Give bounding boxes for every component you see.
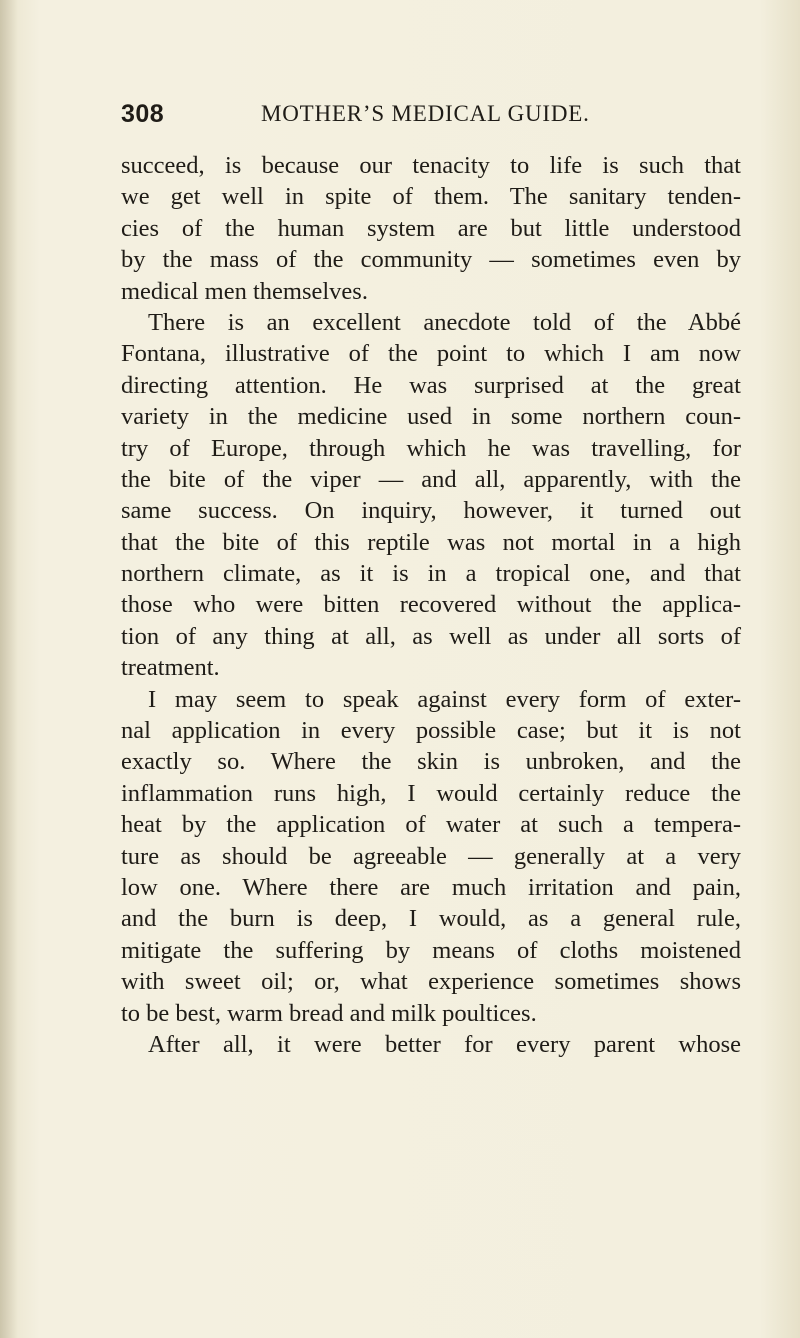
text-line: medical men themselves. — [121, 277, 368, 305]
text-line: treatment. — [121, 654, 220, 682]
text-line: that the bite of this reptile was not mortal in a high — [121, 528, 741, 556]
page-header — [121, 100, 601, 136]
text-line: Fontana, illustrative of the point to which I am now — [121, 340, 741, 368]
text-line: we get well in spite of them. The sanitary tenden- — [121, 183, 741, 211]
text-line: same success. On inquiry, however, it turned out — [121, 497, 741, 525]
text-line: the bite of the viper — and all, apparently, with the — [121, 465, 741, 493]
text-line: There is an excellent anecdote told of the Abbé — [148, 308, 741, 336]
text-line: low one. Where there are much irritation and pain, — [121, 873, 741, 901]
text-line: try of Europe, through which he was travelling, for — [121, 434, 741, 462]
text-line: inflammation runs high, I would certainly reduce the — [121, 779, 741, 807]
body-text — [121, 150, 741, 1060]
running-head: MOTHER’S MEDICAL GUIDE. — [261, 101, 590, 126]
text-line: those who were bitten recovered without the applica- — [121, 591, 741, 619]
text-line: northern climate, as it is in a tropical one, and that — [121, 560, 741, 588]
text-line: ture as should be agreeable — generally at a very — [121, 842, 741, 870]
text-line: by the mass of the community — sometimes even by — [121, 246, 741, 274]
text-line: to be best, warm bread and milk poultices. — [121, 999, 537, 1027]
text-line: mitigate the suffering by means of cloths moistened — [121, 936, 741, 964]
text-line: cies of the human system are but little understood — [121, 214, 741, 242]
text-line: variety in the medicine used in some northern coun- — [121, 403, 741, 431]
text-line: tion of any thing at all, as well as under all sorts of — [121, 622, 741, 650]
text-line: and the burn is deep, I would, as a general rule, — [121, 905, 741, 933]
text-line: heat by the application of water at such a tempera- — [121, 811, 741, 839]
text-line: directing attention. He was surprised at the great — [121, 371, 741, 399]
text-line: with sweet oil; or, what experience sometimes shows — [121, 968, 741, 996]
text-line: exactly so. Where the skin is unbroken, and the — [121, 748, 741, 776]
text-line: After all, it were better for every parent whose — [148, 1030, 741, 1058]
page-number: 308 — [121, 100, 165, 128]
text-line: nal application in every possible case; but it is not — [121, 717, 741, 745]
spine-shadow — [0, 0, 18, 1338]
text-line: I may seem to speak against every form of exter- — [148, 685, 741, 713]
text-line: succeed, is because our tenacity to life is such that — [121, 152, 741, 179]
